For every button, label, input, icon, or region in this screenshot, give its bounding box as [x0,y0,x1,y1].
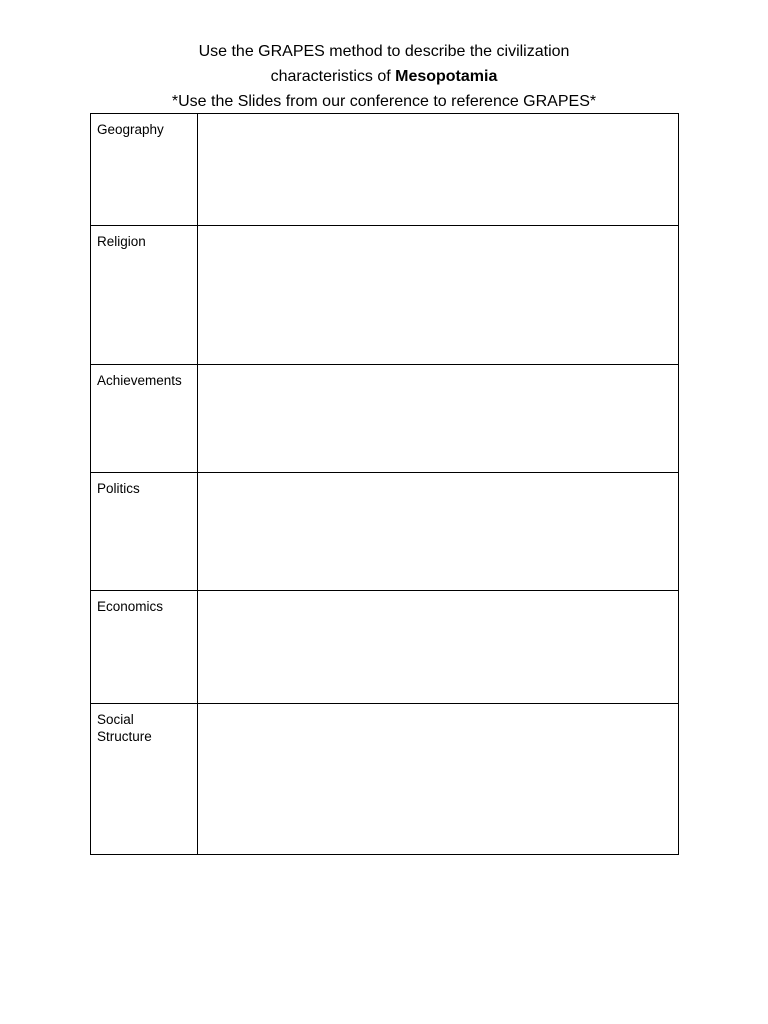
grapes-table [90,113,679,855]
instruction-line-2-prefix: characteristics of [270,68,396,85]
row-label-geography: Geography [91,114,198,226]
answer-cell-politics[interactable] [198,473,679,591]
row-label-politics: Politics [91,473,198,591]
row-label-structure: Structure [97,729,152,744]
row-label-economics: Economics [91,591,198,704]
row-label-social: Social [97,712,134,727]
answer-cell-economics[interactable] [198,591,679,704]
table-row-social-structure [91,704,679,855]
table-row-achievements [91,365,679,473]
answer-cell-geography[interactable] [198,114,679,226]
worksheet-header [0,39,768,114]
row-label-achievements: Achievements [91,365,198,473]
instruction-line-1: Use the GRAPES method to describe the civilization [198,43,570,60]
answer-cell-social-structure[interactable] [198,704,679,855]
table-row-politics [91,473,679,591]
reference-note: *Use the Slides from our conference to reference GRAPES* [171,93,597,110]
civilization-name: Mesopotamia [395,68,498,85]
row-label-religion: Religion [91,226,198,365]
answer-cell-religion[interactable] [198,226,679,365]
table-row-geography [91,114,679,226]
table-row-economics [91,591,679,704]
row-label-social-structure [91,704,198,855]
table-row-religion [91,226,679,365]
answer-cell-achievements[interactable] [198,365,679,473]
instruction-line-2 [0,64,768,89]
